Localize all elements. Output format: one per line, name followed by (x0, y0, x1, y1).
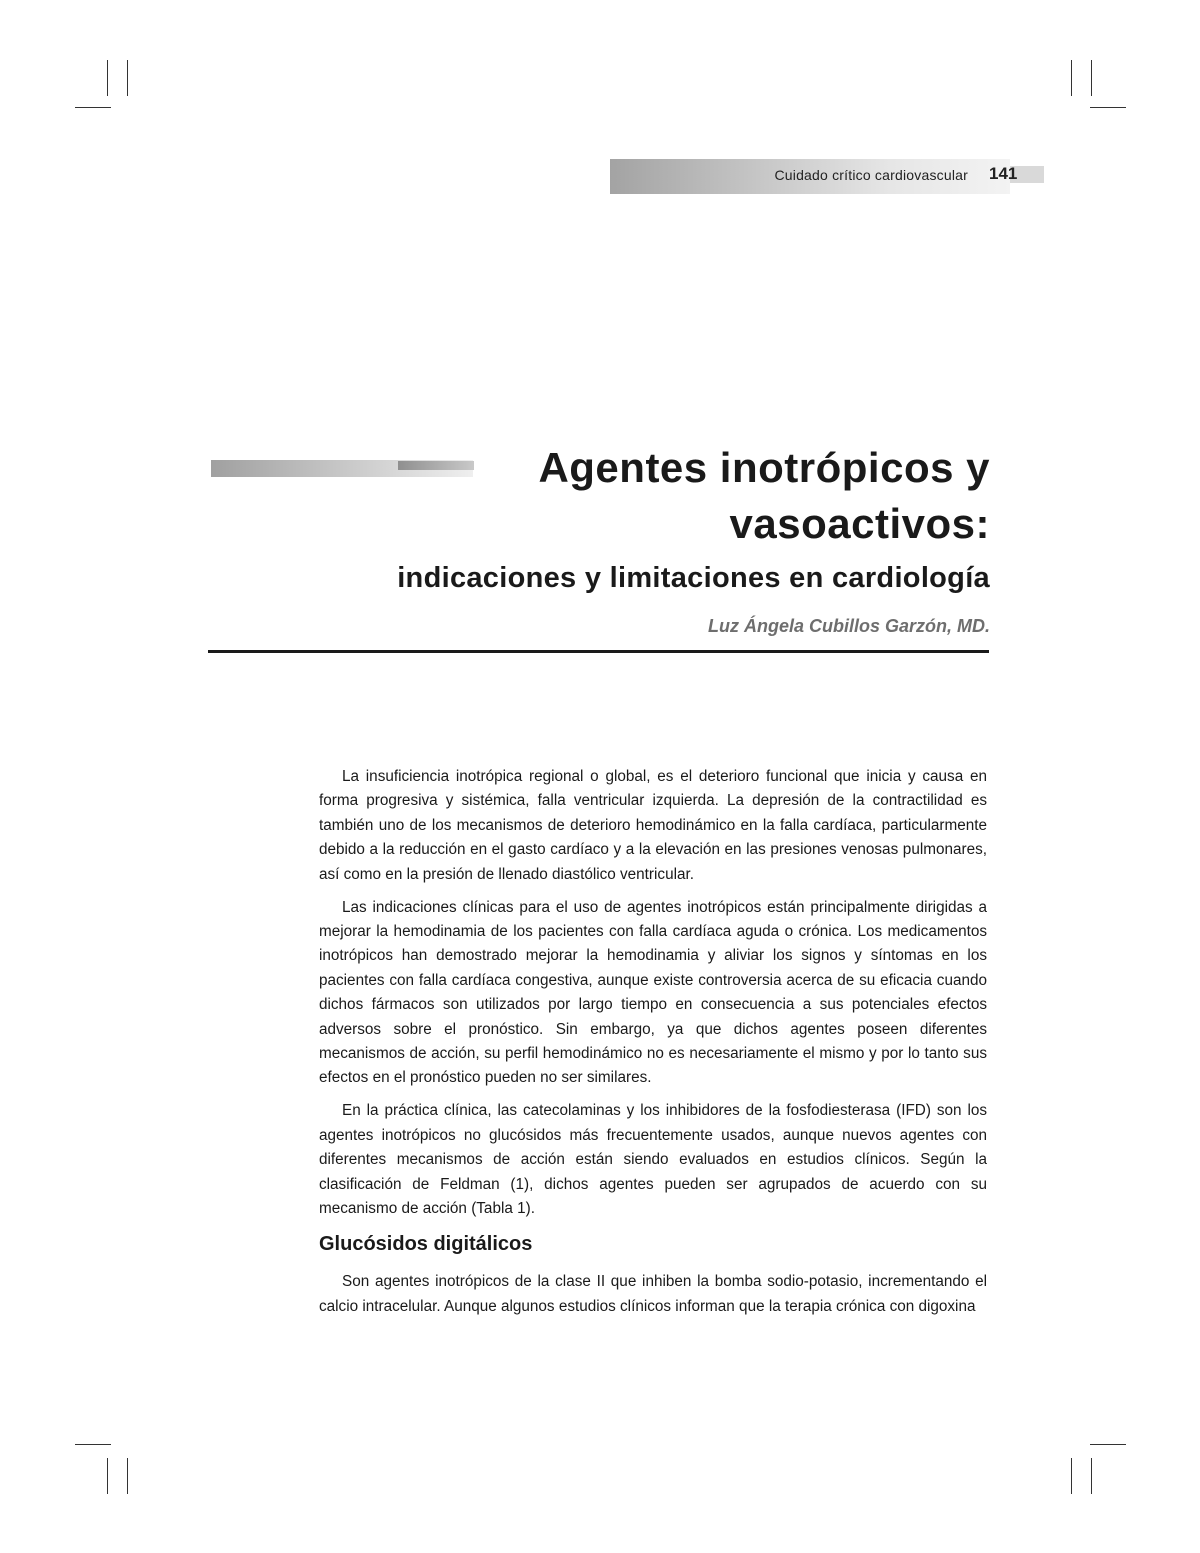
author-byline: Luz Ángela Cubillos Garzón, MD. (707, 616, 990, 636)
paragraph: Las indicaciones clínicas para el uso de agentes inotrópicos están principalmente dirigidas a mejorar la hemodinamia de los pacientes con falla cardíaca aguda o crónica. Los medicamentos inotrópicos han demostrado mejorar la hemodinamia y aliviar los signos y síntomas en los pacientes con falla cardíaca congestiva, aunque existe controversia acerca de su eficacia cuando dichos fármacos son utilizados por largo tiempo en consecuencia a sus potenciales efectos adversos sobre el pronóstico. Sin embargo, ya que dichos agentes poseen diferentes mecanismos de acción, su perfil hemodinámico no es necesariamente el mismo y por lo tanto sus efectos en el pronóstico pueden no ser similares. (319, 898, 987, 1087)
chapter-title-line-2: vasoactivos: (729, 500, 990, 547)
crop-mark (1091, 1458, 1092, 1494)
crop-mark (107, 1458, 108, 1494)
paragraph: Son agentes inotrópicos de la clase II que inhiben la bomba sodio-potasio, incrementando el calcio intracelular. Aunque algunos estudios clínicos informan que la terapia crónica con digoxina (319, 1273, 987, 1315)
running-header-title: Cuidado crítico cardiovascular (774, 167, 968, 183)
crop-mark (75, 1444, 111, 1445)
crop-mark (127, 60, 128, 96)
crop-mark (75, 107, 111, 108)
paragraph: En la práctica clínica, las catecolaminas y los inhibidores de la fosfodiesterasa (IFD) son los agentes inotrópicos no glucósidos más frecuentemente usados, aunque nuevos agentes con diferentes mecanismos de acción están siendo evaluados en estudios clínicos. Según la clasificación de Feldman (1), dichos agentes pueden ser agrupados de acuerdo con su mecanismo de acción (Tabla 1). (319, 1102, 987, 1218)
chapter-title-line-1: Agentes inotrópicos y (538, 444, 990, 491)
paragraph: La insuficiencia inotrópica regional o global, es el deterioro funcional que inicia y causa en forma progresiva y sistémica, falla ventricular izquierda. La depresión de la contractilidad es también uno de los mecanismos de deterioro hemodinámico en la falla cardíaca, particularmente debido a la reducción en el gasto cardíaco y a la elevación en las presiones venosas pulmonares, así como en la presión de llenado diastólico ventricular. (319, 768, 987, 883)
page-number: 141 (989, 164, 1018, 183)
title-divider (208, 650, 989, 653)
crop-mark (1071, 1458, 1072, 1494)
section-heading: Glucósidos digitálicos (319, 1233, 533, 1256)
crop-mark (107, 60, 108, 96)
crop-mark (1091, 60, 1092, 96)
crop-mark (1071, 60, 1072, 96)
crop-mark (127, 1458, 128, 1494)
chapter-subtitle: indicaciones y limitaciones en cardiología (397, 562, 990, 594)
crop-mark (1090, 107, 1126, 108)
chapter-title (430, 440, 990, 552)
crop-mark (1090, 1444, 1126, 1445)
body-text (319, 765, 987, 1328)
